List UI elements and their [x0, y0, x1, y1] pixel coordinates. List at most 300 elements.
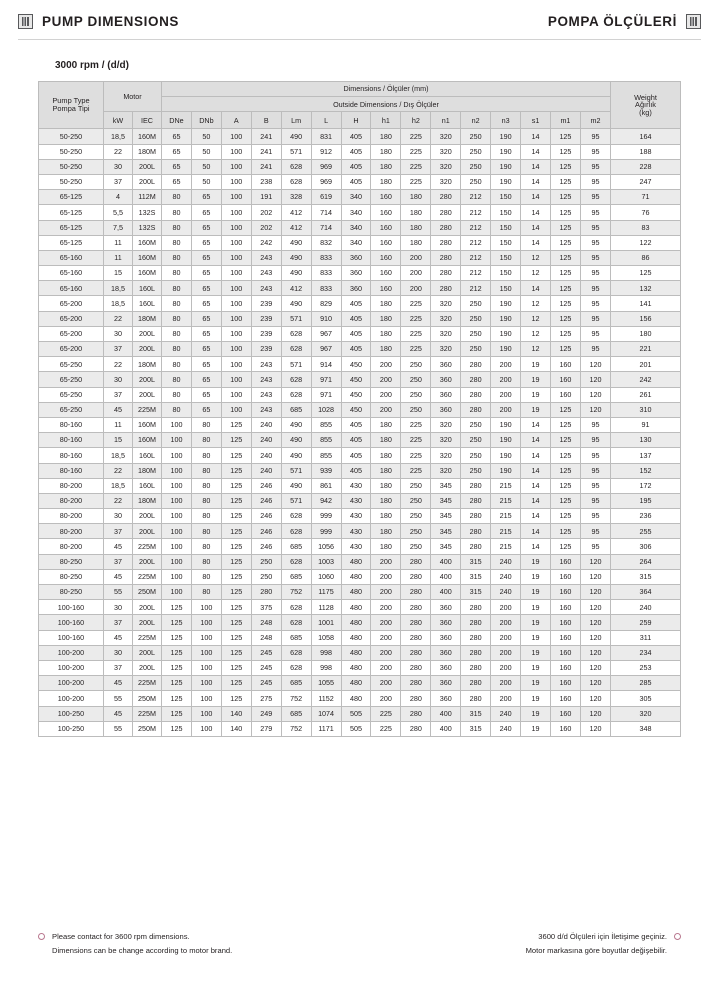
cell-b: 191 [251, 190, 281, 205]
cell-h1: 180 [371, 463, 401, 478]
cell-h: 480 [341, 660, 371, 675]
cell-dnb: 65 [191, 281, 221, 296]
bullet-circle-icon [38, 933, 45, 940]
cell-m1: 125 [550, 342, 580, 357]
cell-m2: 95 [580, 144, 610, 159]
col-header-pump-type [39, 82, 104, 129]
cell-s1: 14 [521, 463, 551, 478]
cell-h1: 200 [371, 660, 401, 675]
cell-l: 619 [311, 190, 341, 205]
table-row [39, 357, 681, 372]
cell-n1: 345 [431, 478, 461, 493]
cell-l: 1074 [311, 706, 341, 721]
cell-n1: 400 [431, 706, 461, 721]
cell-m1: 125 [550, 159, 580, 174]
cell-weight: 320 [611, 706, 681, 721]
cell-h1: 180 [371, 493, 401, 508]
col-header-dne: DNe [162, 112, 192, 129]
cell-h: 340 [341, 190, 371, 205]
cell-h2: 180 [401, 220, 431, 235]
cell-b: 202 [251, 220, 281, 235]
cell-pump-type: 65-200 [39, 326, 104, 341]
cell-iec: 225M [133, 706, 162, 721]
col-header-s1: s1 [521, 112, 551, 129]
cell-dne: 80 [162, 190, 192, 205]
cell-n1: 345 [431, 539, 461, 554]
cell-n3: 200 [491, 402, 521, 417]
cell-iec: 200L [133, 554, 162, 569]
cell-h2: 250 [401, 493, 431, 508]
cell-s1: 12 [521, 326, 551, 341]
cell-n1: 345 [431, 509, 461, 524]
cell-h2: 225 [401, 326, 431, 341]
cell-h: 405 [341, 144, 371, 159]
cell-b: 240 [251, 417, 281, 432]
cell-weight: 188 [611, 144, 681, 159]
cell-s1: 14 [521, 539, 551, 554]
cell-l: 971 [311, 387, 341, 402]
cell-pump-type: 100-200 [39, 691, 104, 706]
cell-dne: 125 [162, 721, 192, 736]
table-row [39, 144, 681, 159]
cell-lm: 628 [281, 509, 311, 524]
cell-s1: 19 [521, 554, 551, 569]
cell-h1: 180 [371, 539, 401, 554]
cell-m1: 125 [550, 296, 580, 311]
cell-lm: 490 [281, 129, 311, 144]
cell-iec: 160M [133, 129, 162, 144]
weight-tr: Ağırlık [635, 100, 656, 110]
cell-dnb: 65 [191, 311, 221, 326]
book-logo-icon-right [686, 14, 701, 29]
cell-n1: 400 [431, 585, 461, 600]
cell-s1: 14 [521, 417, 551, 432]
cell-n3: 190 [491, 159, 521, 174]
cell-l: 1171 [311, 721, 341, 736]
cell-dnb: 65 [191, 250, 221, 265]
cell-b: 240 [251, 463, 281, 478]
cell-n3: 150 [491, 220, 521, 235]
cell-b: 246 [251, 478, 281, 493]
cell-h1: 180 [371, 417, 401, 432]
cell-l: 855 [311, 433, 341, 448]
cell-s1: 19 [521, 721, 551, 736]
cell-b: 239 [251, 342, 281, 357]
cell-pump-type: 65-200 [39, 342, 104, 357]
cell-dne: 65 [162, 129, 192, 144]
cell-m2: 120 [580, 402, 610, 417]
cell-h2: 225 [401, 159, 431, 174]
cell-iec: 200L [133, 600, 162, 615]
cell-n3: 190 [491, 174, 521, 189]
cell-pump-type: 65-200 [39, 311, 104, 326]
cell-dne: 125 [162, 691, 192, 706]
cell-iec: 225M [133, 676, 162, 691]
cell-pump-type: 80-250 [39, 554, 104, 569]
cell-b: 250 [251, 554, 281, 569]
cell-kw: 18,5 [104, 296, 133, 311]
cell-n1: 360 [431, 630, 461, 645]
cell-n2: 280 [461, 478, 491, 493]
cell-n2: 280 [461, 645, 491, 660]
cell-kw: 55 [104, 585, 133, 600]
cell-h: 480 [341, 691, 371, 706]
cell-s1: 14 [521, 524, 551, 539]
cell-pump-type: 80-160 [39, 433, 104, 448]
cell-s1: 14 [521, 493, 551, 508]
cell-m1: 125 [550, 220, 580, 235]
cell-h1: 200 [371, 357, 401, 372]
cell-iec: 200L [133, 174, 162, 189]
cell-m2: 95 [580, 129, 610, 144]
cell-a: 125 [221, 600, 251, 615]
cell-m2: 95 [580, 463, 610, 478]
table-row [39, 433, 681, 448]
cell-h1: 180 [371, 433, 401, 448]
cell-h: 340 [341, 220, 371, 235]
cell-iec: 200L [133, 509, 162, 524]
cell-m2: 95 [580, 433, 610, 448]
cell-n3: 215 [491, 539, 521, 554]
cell-dnb: 65 [191, 342, 221, 357]
cell-h2: 225 [401, 342, 431, 357]
cell-m2: 95 [580, 326, 610, 341]
cell-dnb: 80 [191, 417, 221, 432]
cell-a: 100 [221, 281, 251, 296]
cell-h: 450 [341, 372, 371, 387]
cell-dnb: 100 [191, 600, 221, 615]
cell-n3: 150 [491, 281, 521, 296]
cell-h2: 280 [401, 660, 431, 675]
cell-b: 202 [251, 205, 281, 220]
table-row [39, 266, 681, 281]
cell-iec: 160M [133, 417, 162, 432]
cell-a: 100 [221, 174, 251, 189]
cell-n2: 280 [461, 387, 491, 402]
cell-h: 480 [341, 600, 371, 615]
cell-n2: 280 [461, 691, 491, 706]
table-row [39, 630, 681, 645]
cell-iec: 200L [133, 159, 162, 174]
cell-h: 505 [341, 706, 371, 721]
cell-weight: 122 [611, 235, 681, 250]
cell-dnb: 100 [191, 630, 221, 645]
cell-n1: 360 [431, 357, 461, 372]
cell-weight: 285 [611, 676, 681, 691]
cell-m2: 120 [580, 372, 610, 387]
cell-pump-type: 80-200 [39, 524, 104, 539]
cell-a: 125 [221, 630, 251, 645]
cell-kw: 30 [104, 372, 133, 387]
cell-m2: 95 [580, 250, 610, 265]
cell-iec: 160M [133, 235, 162, 250]
cell-n1: 320 [431, 463, 461, 478]
cell-m1: 160 [550, 660, 580, 675]
cell-m2: 120 [580, 615, 610, 630]
cell-kw: 15 [104, 266, 133, 281]
cell-dnb: 80 [191, 509, 221, 524]
cell-m1: 125 [550, 190, 580, 205]
cell-n2: 280 [461, 372, 491, 387]
footer-row [38, 930, 681, 958]
cell-h1: 180 [371, 174, 401, 189]
cell-s1: 14 [521, 174, 551, 189]
table-row [39, 448, 681, 463]
cell-h2: 225 [401, 433, 431, 448]
cell-dnb: 100 [191, 691, 221, 706]
cell-lm: 571 [281, 493, 311, 508]
col-header-dimensions: Dimensions / Ölçüler (mm) [162, 82, 611, 97]
cell-h: 450 [341, 357, 371, 372]
cell-kw: 30 [104, 600, 133, 615]
table-row [39, 463, 681, 478]
cell-b: 243 [251, 266, 281, 281]
cell-h1: 225 [371, 706, 401, 721]
cell-pump-type: 65-125 [39, 205, 104, 220]
cell-pump-type: 80-200 [39, 539, 104, 554]
cell-h2: 250 [401, 387, 431, 402]
cell-n3: 215 [491, 509, 521, 524]
cell-n3: 240 [491, 585, 521, 600]
cell-lm: 685 [281, 402, 311, 417]
cell-a: 100 [221, 311, 251, 326]
cell-lm: 628 [281, 387, 311, 402]
cell-dne: 80 [162, 326, 192, 341]
cell-iec: 160L [133, 478, 162, 493]
cell-l: 910 [311, 311, 341, 326]
cell-pump-type: 50-250 [39, 159, 104, 174]
weight-en: Weight [634, 92, 657, 102]
cell-m2: 120 [580, 569, 610, 584]
cell-n3: 200 [491, 387, 521, 402]
cell-iec: 200L [133, 645, 162, 660]
cell-m2: 95 [580, 281, 610, 296]
cell-dne: 125 [162, 676, 192, 691]
cell-n1: 280 [431, 220, 461, 235]
cell-n3: 190 [491, 326, 521, 341]
cell-weight: 152 [611, 463, 681, 478]
cell-h: 450 [341, 387, 371, 402]
cell-iec: 200L [133, 372, 162, 387]
table-row [39, 174, 681, 189]
cell-lm: 628 [281, 554, 311, 569]
table-row [39, 205, 681, 220]
cell-n3: 240 [491, 706, 521, 721]
cell-h1: 180 [371, 144, 401, 159]
cell-kw: 15 [104, 433, 133, 448]
cell-s1: 19 [521, 387, 551, 402]
cell-pump-type: 65-125 [39, 190, 104, 205]
cell-h1: 200 [371, 569, 401, 584]
cell-lm: 628 [281, 524, 311, 539]
cell-b: 248 [251, 615, 281, 630]
cell-iec: 225M [133, 630, 162, 645]
cell-iec: 160L [133, 281, 162, 296]
cell-m1: 125 [550, 174, 580, 189]
cell-h2: 225 [401, 311, 431, 326]
cell-lm: 685 [281, 630, 311, 645]
cell-weight: 125 [611, 266, 681, 281]
cell-m2: 120 [580, 554, 610, 569]
cell-a: 125 [221, 417, 251, 432]
cell-h2: 180 [401, 190, 431, 205]
cell-n1: 320 [431, 433, 461, 448]
cell-dne: 80 [162, 296, 192, 311]
cell-weight: 83 [611, 220, 681, 235]
cell-dnb: 50 [191, 129, 221, 144]
cell-m2: 95 [580, 205, 610, 220]
cell-weight: 364 [611, 585, 681, 600]
cell-pump-type: 50-250 [39, 144, 104, 159]
cell-dne: 80 [162, 220, 192, 235]
cell-s1: 19 [521, 706, 551, 721]
cell-m1: 125 [550, 524, 580, 539]
cell-n3: 150 [491, 190, 521, 205]
cell-dne: 80 [162, 372, 192, 387]
cell-iec: 180M [133, 357, 162, 372]
cell-m2: 95 [580, 478, 610, 493]
cell-lm: 490 [281, 478, 311, 493]
cell-b: 248 [251, 630, 281, 645]
cell-dnb: 50 [191, 159, 221, 174]
cell-n3: 190 [491, 144, 521, 159]
cell-m2: 95 [580, 311, 610, 326]
cell-dne: 100 [162, 509, 192, 524]
cell-lm: 685 [281, 676, 311, 691]
cell-n2: 315 [461, 706, 491, 721]
cell-n2: 250 [461, 144, 491, 159]
cell-dne: 80 [162, 402, 192, 417]
cell-n1: 280 [431, 266, 461, 281]
cell-weight: 201 [611, 357, 681, 372]
cell-kw: 4 [104, 190, 133, 205]
cell-a: 100 [221, 220, 251, 235]
cell-m2: 95 [580, 524, 610, 539]
table-row [39, 569, 681, 584]
cell-pump-type: 100-200 [39, 660, 104, 675]
speed-label: 3000 rpm / (d/d) [55, 60, 129, 71]
cell-m1: 160 [550, 645, 580, 660]
cell-iec: 200L [133, 615, 162, 630]
footer-right-line-2: Motor markasına göre boyutlar değişebilir. [525, 945, 667, 955]
cell-l: 833 [311, 281, 341, 296]
cell-a: 100 [221, 372, 251, 387]
col-header-n3: n3 [491, 112, 521, 129]
cell-pump-type: 65-125 [39, 235, 104, 250]
cell-n1: 320 [431, 342, 461, 357]
cell-n1: 360 [431, 600, 461, 615]
cell-n2: 212 [461, 266, 491, 281]
header-row-1 [39, 82, 681, 97]
cell-dne: 80 [162, 342, 192, 357]
cell-pump-type: 80-160 [39, 417, 104, 432]
cell-weight: 130 [611, 433, 681, 448]
cell-n2: 250 [461, 417, 491, 432]
cell-n3: 190 [491, 296, 521, 311]
cell-lm: 571 [281, 311, 311, 326]
cell-pump-type: 80-200 [39, 493, 104, 508]
cell-n2: 250 [461, 296, 491, 311]
cell-n3: 190 [491, 463, 521, 478]
cell-kw: 45 [104, 706, 133, 721]
cell-s1: 14 [521, 190, 551, 205]
cell-n1: 280 [431, 235, 461, 250]
cell-iec: 132S [133, 205, 162, 220]
table-head [39, 82, 681, 129]
cell-lm: 628 [281, 660, 311, 675]
cell-m1: 125 [550, 448, 580, 463]
cell-h1: 200 [371, 585, 401, 600]
cell-n1: 345 [431, 493, 461, 508]
cell-b: 241 [251, 144, 281, 159]
table-row [39, 372, 681, 387]
cell-h2: 280 [401, 691, 431, 706]
cell-lm: 628 [281, 600, 311, 615]
cell-n2: 250 [461, 174, 491, 189]
cell-n3: 200 [491, 600, 521, 615]
cell-h1: 200 [371, 554, 401, 569]
cell-lm: 412 [281, 205, 311, 220]
cell-b: 275 [251, 691, 281, 706]
cell-b: 246 [251, 524, 281, 539]
cell-dne: 125 [162, 645, 192, 660]
cell-l: 912 [311, 144, 341, 159]
cell-dnb: 65 [191, 326, 221, 341]
cell-h1: 200 [371, 676, 401, 691]
cell-n2: 212 [461, 250, 491, 265]
cell-kw: 11 [104, 235, 133, 250]
cell-s1: 14 [521, 220, 551, 235]
cell-dnb: 65 [191, 266, 221, 281]
cell-b: 242 [251, 235, 281, 250]
cell-l: 833 [311, 250, 341, 265]
cell-a: 125 [221, 569, 251, 584]
header-left [18, 14, 179, 29]
col-header-n1: n1 [431, 112, 461, 129]
col-header-m2: m2 [580, 112, 610, 129]
cell-dne: 125 [162, 615, 192, 630]
cell-n3: 215 [491, 493, 521, 508]
cell-weight: 195 [611, 493, 681, 508]
cell-a: 140 [221, 721, 251, 736]
cell-dnb: 65 [191, 387, 221, 402]
cell-pump-type: 65-200 [39, 296, 104, 311]
cell-lm: 752 [281, 691, 311, 706]
cell-lm: 685 [281, 539, 311, 554]
cell-dnb: 65 [191, 220, 221, 235]
col-header-iec: IEC [133, 112, 162, 129]
cell-kw: 45 [104, 676, 133, 691]
cell-m2: 120 [580, 600, 610, 615]
cell-lm: 685 [281, 706, 311, 721]
cell-a: 125 [221, 585, 251, 600]
cell-h2: 225 [401, 296, 431, 311]
cell-weight: 242 [611, 372, 681, 387]
cell-lm: 628 [281, 159, 311, 174]
cell-kw: 37 [104, 387, 133, 402]
cell-h1: 160 [371, 250, 401, 265]
cell-h: 480 [341, 676, 371, 691]
cell-n3: 150 [491, 205, 521, 220]
cell-l: 714 [311, 205, 341, 220]
cell-n3: 240 [491, 569, 521, 584]
table-row [39, 554, 681, 569]
cell-kw: 7,5 [104, 220, 133, 235]
cell-n3: 200 [491, 372, 521, 387]
cell-n2: 280 [461, 539, 491, 554]
cell-n3: 200 [491, 615, 521, 630]
cell-h1: 180 [371, 311, 401, 326]
